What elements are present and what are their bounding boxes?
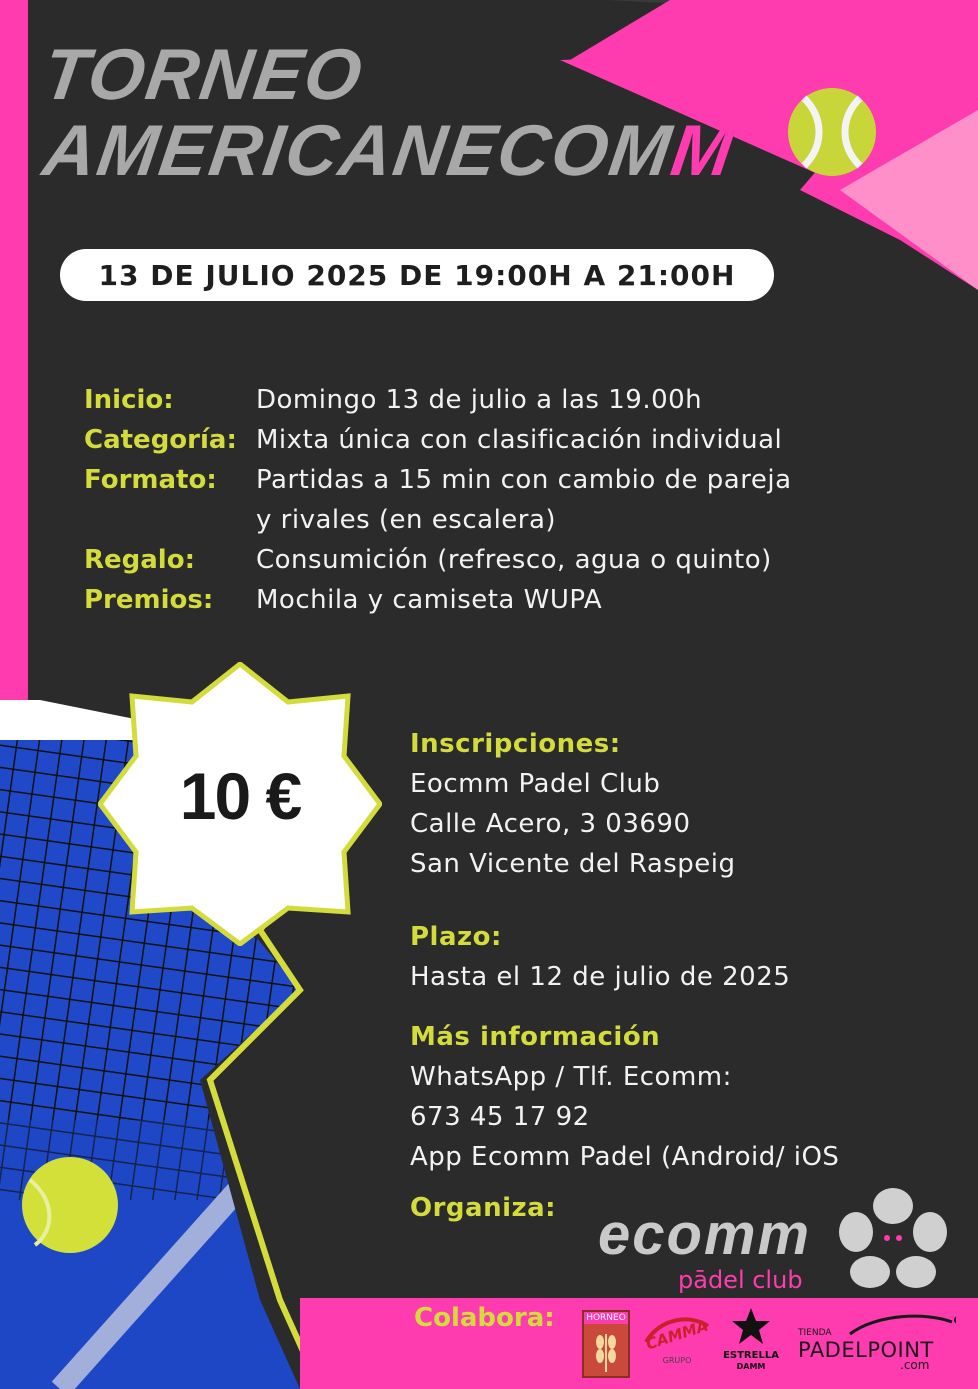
detail-value: Consumición (refresco, agua o quinto) bbox=[256, 545, 772, 575]
sponsor-name: CAMMA bbox=[643, 1316, 711, 1354]
plazo-section bbox=[410, 917, 790, 997]
ecomm-logo-text: ecomm bbox=[598, 1202, 812, 1267]
detail-label: Categoría: bbox=[84, 425, 237, 455]
detail-label: Regalo: bbox=[84, 545, 195, 575]
sponsor-name: HORNEO bbox=[584, 1312, 628, 1324]
sponsor-pre: TIENDA bbox=[798, 1328, 832, 1338]
inscripciones-line: Eocmm Padel Club bbox=[410, 769, 661, 799]
plazo-heading: Plazo: bbox=[410, 922, 502, 952]
detail-regalo bbox=[84, 540, 772, 580]
sponsor-sub: DAMM bbox=[736, 1362, 766, 1371]
sponsor-horneo bbox=[582, 1310, 630, 1378]
plazo-text: Hasta el 12 de julio de 2025 bbox=[410, 962, 791, 992]
flower-logo-icon bbox=[838, 1186, 948, 1290]
sponsor-padelpoint bbox=[796, 1312, 956, 1372]
date-banner bbox=[60, 249, 774, 301]
title-line-1: TORNEO bbox=[38, 35, 369, 115]
info-line: App Ecomm Padel (Android/ iOS bbox=[410, 1142, 840, 1172]
sponsor-name: PADELPOINT bbox=[798, 1338, 934, 1362]
info-heading: Más información bbox=[410, 1022, 661, 1052]
racket-swoosh-icon bbox=[846, 1312, 956, 1338]
title-main: AMERICANECOM bbox=[38, 111, 678, 191]
date-text: 13 DE JULIO 2025 DE 19:00H A 21:00H bbox=[98, 258, 736, 292]
price-text: 10 € bbox=[179, 759, 301, 833]
star-icon bbox=[731, 1306, 771, 1346]
detail-label: Premios: bbox=[84, 585, 214, 615]
sponsor-estrella bbox=[720, 1306, 782, 1374]
inscripciones-line: Calle Acero, 3 03690 bbox=[410, 809, 691, 839]
detail-value: Partidas a 15 min con cambio de pareja y rivales (en escalera) bbox=[256, 465, 792, 535]
detail-label: Inicio: bbox=[84, 385, 174, 415]
colabora-heading: Colabora: bbox=[414, 1303, 555, 1333]
detail-premios bbox=[84, 580, 602, 620]
detail-inicio bbox=[84, 380, 702, 420]
title-accent: M bbox=[666, 111, 740, 191]
inscripciones-heading: Inscripciones: bbox=[410, 729, 621, 759]
sponsor-sub: GRUPO bbox=[662, 1356, 692, 1365]
sponsor-post: .com bbox=[900, 1358, 930, 1372]
tennis-ball-icon bbox=[786, 86, 878, 178]
ecomm-logo-sub: pādel club bbox=[678, 1266, 803, 1294]
detail-value: Domingo 13 de julio a las 19.00h bbox=[256, 385, 703, 415]
info-line: WhatsApp / Tlf. Ecomm: bbox=[410, 1062, 732, 1092]
inscripciones-line: San Vicente del Raspeig bbox=[410, 849, 736, 879]
title-line-2 bbox=[38, 110, 739, 192]
info-line: 673 45 17 92 bbox=[410, 1102, 590, 1132]
detail-categoria bbox=[84, 420, 782, 460]
sponsor-camma bbox=[640, 1312, 714, 1374]
inscripciones-section bbox=[410, 724, 736, 884]
organiza-heading: Organiza: bbox=[410, 1193, 557, 1223]
wheat-icon bbox=[584, 1324, 628, 1374]
detail-label: Formato: bbox=[84, 465, 217, 495]
left-pink-stripe bbox=[0, 0, 28, 740]
sponsor-name: ESTRELLA bbox=[723, 1350, 779, 1361]
detail-value: Mochila y camiseta WUPA bbox=[256, 585, 603, 615]
detail-value: Mixta única con clasificación individual bbox=[256, 425, 783, 455]
detail-formato bbox=[84, 460, 792, 540]
info-section bbox=[410, 1017, 839, 1177]
ecomm-logo bbox=[598, 1204, 838, 1294]
